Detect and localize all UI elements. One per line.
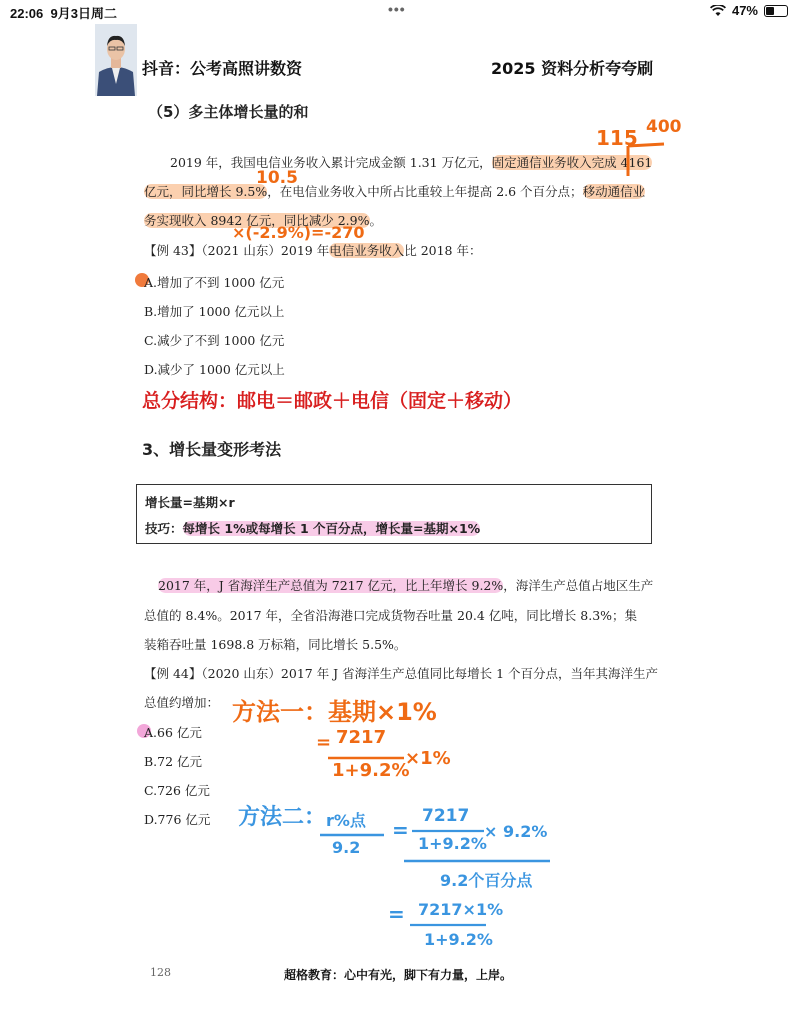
method-2-multiplier: × 9.2%	[484, 822, 548, 841]
example-44-question: 【例 44】（2020 山东）2017 年 J 省海洋生产总值同比每增长 1 个百分点，当年其海洋生产	[144, 666, 659, 681]
handwritten-10-5: 10.5	[256, 168, 298, 188]
handwritten-division-mark	[620, 140, 670, 180]
highlight-growth-rate: 亿元，同比增长 9.5%	[144, 184, 268, 199]
passage2-line-3: 装箱吞吐量 1698.8 万标箱，同比增长 5.5%。	[144, 637, 407, 652]
option-43-c[interactable]: C.减少了不到 1000 亿元	[144, 333, 285, 348]
method-2-numerator-2: 7217×1%	[418, 900, 504, 919]
method-1-multiplier: ×1%	[405, 748, 451, 769]
battery-icon	[764, 5, 788, 17]
method-2-numerator: 7217	[422, 806, 470, 826]
handwritten-400: 400	[646, 117, 682, 137]
status-time: 22:06 9月3日周二	[10, 6, 117, 21]
tip-line: 技巧：每增长 1%或每增长 1 个百分点，增长量=基期×1%	[145, 521, 481, 536]
passage-line-1: 2019 年，我国电信业务收入累计完成金额 1.31 万亿元，固定通信业务收入完成 4161	[170, 155, 653, 170]
status-right	[710, 3, 788, 18]
header-title: 抖音：公考高照讲数资	[142, 59, 303, 78]
status-date: 9月3日周二	[50, 6, 117, 21]
example-43-question: 【例 43】（2021 山东）2019 年电信业务收入比 2018 年：	[144, 243, 482, 258]
footer-slogan: 超格教育：心中有光，脚下有力量，上岸。	[284, 968, 513, 982]
page-number: 128	[150, 966, 171, 979]
method-2-main-bar	[402, 858, 552, 864]
method-2-equals-2: =	[388, 902, 405, 926]
method-1-denominator: 1+9.2%	[332, 760, 410, 781]
handwritten-115: 115	[596, 126, 638, 150]
handwritten-calculation: ×(-2.9%)=-270	[232, 223, 365, 242]
formula-box	[136, 484, 652, 544]
highlight-telecom-revenue: 电信业务收入	[329, 243, 405, 258]
option-44-c[interactable]: C.726 亿元	[144, 783, 210, 798]
highlight-ocean-gdp: 2017 年，J 省海洋生产总值为 7217 亿元，比上年增长 9.2%	[158, 578, 504, 593]
highlight-mobile-revenue: 务实现收入 8942 亿元，同比减少 2.9%	[144, 213, 370, 228]
method-2-main-denominator: 9.2个百分点	[440, 871, 533, 890]
option-43-d[interactable]: D.减少了 1000 亿元以上	[144, 362, 285, 377]
formula-line: 增长量=基期×r	[145, 495, 235, 510]
section-3-title: 3、增长量变形考法	[142, 440, 282, 459]
header-series-title: 2025 资料分析夸夸刷	[491, 59, 654, 78]
method-2-frac-numerator: r%点	[326, 811, 366, 830]
battery-percent: 47%	[731, 3, 758, 18]
method-1-title: 方法一：基期×1%	[232, 698, 437, 726]
handwritten-structure-note: 总分结构：邮电＝邮政＋电信（固定＋移动）	[142, 390, 523, 412]
battery-fill	[766, 7, 774, 15]
method-2-final-bar	[408, 922, 488, 928]
method-2-equals: =	[392, 818, 409, 842]
example-44-question-cont: 总值约增加：	[144, 695, 220, 710]
method-2-frac-denominator: 9.2	[332, 838, 361, 857]
option-44-a[interactable]: A.66 亿元	[144, 725, 202, 740]
highlight-mobile: 移动通信业	[582, 184, 646, 199]
passage2-line-2: 总值的 8.4%。2017 年，全省沿海港口完成货物吞吐量 20.4 亿吨，同比增长 8.3%；集	[144, 608, 638, 623]
option-44-d[interactable]: D.776 亿元	[144, 812, 211, 827]
passage-line-2: 亿元，同比增长 9.5%，在电信业务收入中所占比重较上年提高 2.6 个百分点；移动通信业	[144, 184, 646, 199]
passage-line-3: 务实现收入 8942 亿元，同比减少 2.9%。	[144, 213, 383, 228]
highlight-fixed-revenue: 固定通信业务收入完成 4161	[491, 155, 653, 170]
section-title: （5）多主体增长量的和	[148, 103, 309, 121]
method-1-equals: =	[316, 732, 332, 753]
method-2-title: 方法二：	[238, 805, 327, 830]
multitask-dots-icon[interactable]: •••	[388, 1, 406, 17]
wifi-icon	[710, 5, 726, 17]
option-43-b[interactable]: B.增加了 1000 亿元以上	[144, 304, 285, 319]
presenter-avatar	[95, 24, 137, 96]
option-44-b[interactable]: B.72 亿元	[144, 754, 203, 769]
option-43-a[interactable]: A.增加了不到 1000 亿元	[144, 275, 285, 290]
method-1-numerator: 7217	[336, 727, 387, 748]
method-2-denominator: 1+9.2%	[418, 834, 487, 853]
status-bar	[0, 0, 800, 22]
method-2-denominator-2: 1+9.2%	[424, 930, 493, 949]
highlight-tip: 每增长 1%或每增长 1 个百分点，增长量=基期×1%	[182, 521, 481, 536]
passage2-line-1: 2017 年，J 省海洋生产总值为 7217 亿元，比上年增长 9.2%，海洋生产总值占地区生产	[158, 578, 654, 593]
